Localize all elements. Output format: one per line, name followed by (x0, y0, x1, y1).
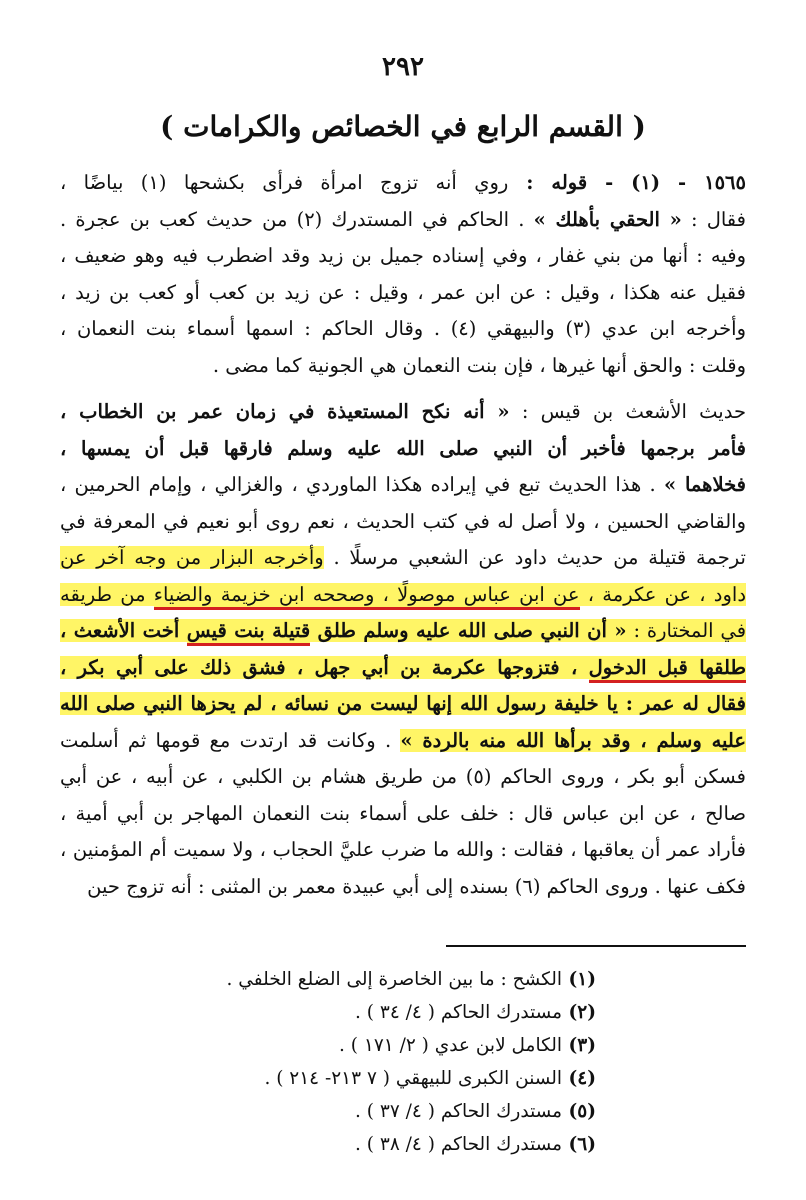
text-segment: فأمر برجمها فأخبر أن النبي صلى الله عليه وسلم فارقها قبل أن يمسها ، (60, 436, 746, 460)
text-segment: ١٥٦٥ - (١) - قوله : (508, 171, 746, 194)
text-segment: . وكانت قد ارتدت مع قومها ثم أسلمت (60, 728, 401, 752)
text-segment: فقال : (681, 207, 746, 231)
text-line (60, 467, 746, 504)
paragraph-hadith-ashath (60, 394, 746, 905)
footnote-number: (٣) (568, 1035, 596, 1056)
footnote-text: مستدرك الحاكم ( ٤/ ٣٧ ) . (355, 1101, 563, 1122)
text-segment: وقلت : والحق أنها غيرها ، فإن بنت النعمان هي الجونية كما مضى . (212, 353, 746, 377)
text-segment: ، فتزوجها عكرمة بن أبي جهل ، فشق ذلك على أبي بكر ، (60, 655, 589, 679)
footnote-text: مستدرك الحاكم ( ٤/ ٣٨ ) . (355, 1134, 563, 1155)
text-line (60, 238, 746, 275)
text-line (60, 311, 746, 348)
text-segment: وأخرجه البزار من وجه آخر عن (60, 546, 324, 569)
footnote-text: السنن الكبرى للبيهقي ( ٧ ٢١٣- ٢١٤ ) . (264, 1068, 563, 1089)
footnote-item (60, 1062, 596, 1095)
text-segment: . الحاكم في المستدرك (٢) من حديث كعب بن عجرة . (60, 207, 534, 231)
text-segment: داود ، عن عكرمة ، (579, 582, 746, 606)
text-segment: فسكن أبو بكر ، وروى الحاكم (٥) من طريق هشام بن الكلبي ، عن أبيه ، عن أبي (60, 765, 746, 788)
text-line (60, 832, 746, 869)
text-line (60, 540, 746, 577)
text-segment: « أنه نكح المستعيذة في زمان عمر بن الخطاب ، (60, 400, 510, 423)
text-line (60, 202, 746, 239)
footnote-divider (446, 945, 746, 947)
text-line (60, 686, 746, 723)
footnote-text: الكشح : ما بين الخاصرة إلى الضلع الخلفي . (226, 969, 563, 990)
text-segment: من طريقه (60, 582, 154, 606)
text-segment: عن ابن عباس موصولًا ، وصححه ابن خزيمة والضياء (154, 583, 580, 610)
footnote-item (60, 1128, 596, 1161)
footnote-text: مستدرك الحاكم ( ٤/ ٣٤ ) . (355, 1002, 563, 1023)
text-line (60, 348, 746, 385)
text-segment: وأخرجه ابن عدي (٣) والبيهقي (٤) . وقال الحاكم : اسمها أسماء بنت النعمان ، (60, 317, 746, 340)
text-segment: صالح ، عن ابن عباس قال : خلف على أسماء بنت النعمان المهاجر بن أبي أمية ، (60, 801, 746, 825)
footnote-number: (٢) (568, 1002, 596, 1023)
text-line (60, 577, 746, 614)
text-segment: وفيه : أنها من بني غفار ، وفي إسناده جميل بن زيد وقد اضطرب فيه وهو ضعيف ، (60, 244, 746, 267)
footnote-item (60, 996, 596, 1029)
text-line (60, 431, 746, 468)
text-line (60, 650, 746, 687)
text-segment: طلقها قبل الدخول (589, 656, 746, 683)
text-segment: فقيل عنه هكذا ، وقيل : عن ابن عمر ، وقيل : عن زيد بن كعب أو كعب بن زيد ، (60, 280, 746, 304)
text-line (60, 796, 746, 833)
footnote-item (60, 1095, 596, 1128)
text-segment: « الحقي بأهلك » (533, 207, 682, 231)
text-segment: . هذا الحديث تبع في إيراده هكذا الماوردي ، والغزالي ، وإمام الحرمين ، (60, 473, 664, 496)
footnotes (60, 963, 596, 1161)
text-line (60, 394, 746, 431)
text-line (60, 165, 746, 202)
footnote-text: الكامل لابن عدي ( ٢/ ١٧١ ) . (339, 1035, 563, 1056)
footnote-item (60, 963, 596, 996)
text-segment: فقال له عمر : يا خليفة رسول الله إنها ليست من نسائه ، لم يحزها النبي صلى الله (60, 692, 746, 715)
text-segment: حديث الأشعث بن قيس : (509, 400, 746, 423)
footnote-number: (٦) (568, 1134, 596, 1155)
page-number: ٢٩٢ (382, 52, 424, 82)
text-segment: فخلاهما » (663, 473, 746, 496)
text-line (60, 869, 746, 906)
text-segment: « أن النبي صلى الله عليه وسلم طلق (310, 619, 627, 642)
text-segment: روي أنه تزوج امرأة فرأى بكشحها (١) بياضًا ، (60, 171, 509, 194)
text-line (60, 613, 746, 650)
text-segment: فكف عنها . وروى الحاكم (٦) بسنده إلى أبي عبيدة معمر بن المثنى : أنه تزوج حين (87, 874, 746, 898)
footnote-divider-wrap (60, 905, 746, 963)
footnote-number: (٤) (568, 1068, 596, 1089)
footnote-number: (١) (568, 969, 596, 990)
section-title: ( القسم الرابع في الخصائص والكرامات ) (160, 110, 646, 143)
text-segment: فأراد عمر أن يعاقبها ، فقالت : والله ما ضرب عليَّ الحجاب ، ولا سميت أم المؤمنين ، (60, 838, 746, 861)
text-line (60, 759, 746, 796)
text-segment: أخت الأشعث ، (60, 619, 187, 642)
paragraph-gap (60, 384, 746, 394)
footnote-number: (٥) (568, 1101, 596, 1122)
text-segment: والقاضي الحسين ، ولا أصل له في كتب الحديث ، نعم روى أبو نعيم في المعرفة في (60, 509, 746, 533)
text-line (60, 504, 746, 541)
text-line (60, 275, 746, 312)
text-segment: قتيلة بنت قيس (187, 619, 310, 646)
text-segment: في المختارة : (626, 619, 746, 642)
text-line (60, 723, 746, 760)
text-segment: عليه وسلم ، وقد برأها الله منه بالردة » (400, 728, 746, 752)
paragraph-hadith-1565 (60, 165, 746, 384)
footnote-item (60, 1029, 596, 1062)
text-segment: ترجمة قتيلة من حديث داود عن الشعبي مرسلًا . (323, 546, 746, 569)
